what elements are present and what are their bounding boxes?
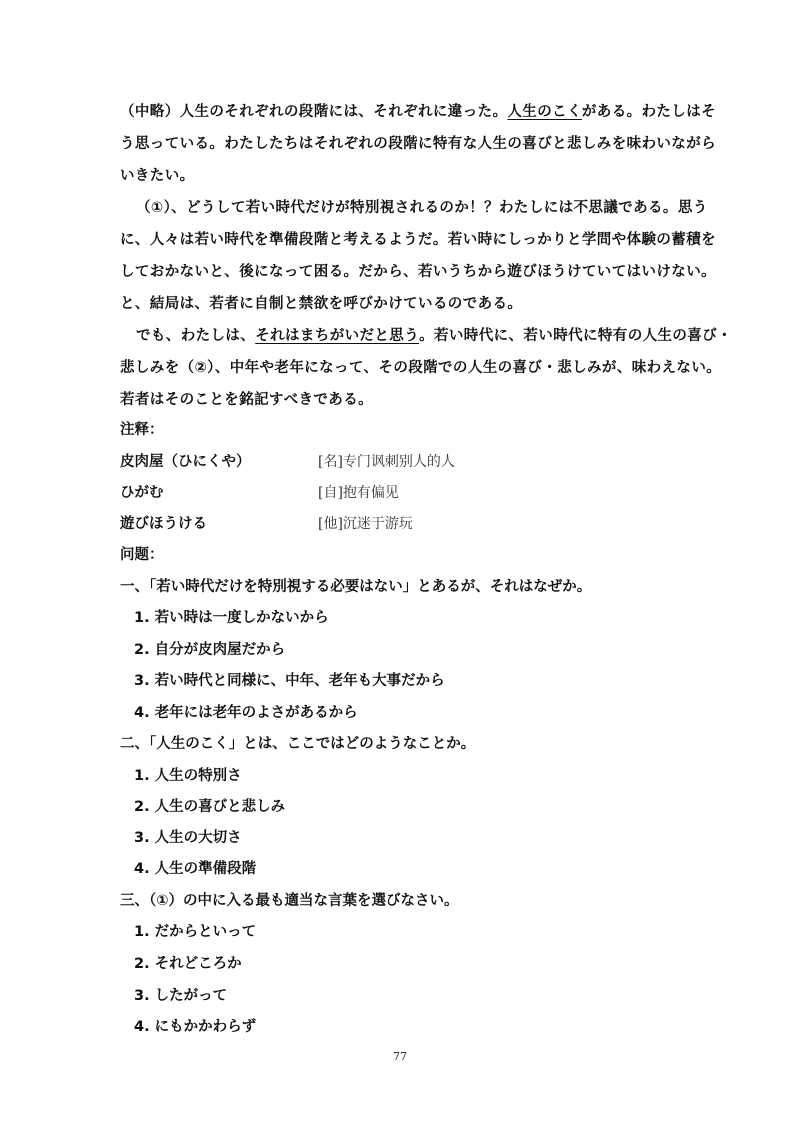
question-prompt: 三、（①）の中に入る最も適当な言葉を選びなさい。: [120, 893, 459, 909]
note-term: 皮肉屋（ひにくや）: [120, 454, 251, 470]
answer-option: 2. 人生の喜びと悲しみ: [134, 799, 286, 815]
passage-line: に、人々は若い時代を準備段階と考えるようだ。若い時にしっかりと学問や体験の蓄積を: [120, 232, 716, 248]
note-term: ひがむ: [120, 485, 164, 501]
passage-line: う思っている。わたしたちはそれぞれの段階に特有な人生の喜びと悲しみを味わいながら: [120, 136, 716, 152]
answer-option: 1. 人生の特別さ: [134, 768, 242, 784]
passage-line: （①）、どうして若い時代だけが特別視されるのか！？わたしには不思議である。思う: [136, 200, 708, 216]
underlined-phrase: 人生のこく: [507, 104, 582, 120]
answer-option: 2. それどころか: [134, 956, 242, 972]
passage-line: 若者はそのことを銘記すべきである。: [120, 392, 374, 408]
answer-option: 1. 若い時は一度しかないから: [134, 610, 329, 626]
notes-heading: 注释：: [120, 422, 164, 438]
passage-line: [120, 102, 716, 122]
passage-line: 悲しみを（②）、中年や老年になって、その段階での人生の喜び・悲しみが、味わえない。: [120, 360, 722, 376]
passage-line: しておかないと、後になって困る。だから、若いうちから遊びほうけていてはいけない。: [120, 264, 716, 280]
question-prompt: 二、「人生のこく」とは、ここではどのようなことか。: [120, 736, 476, 752]
passage-text: 。若い時代に、若い時代に特有の人生の喜び・: [419, 328, 733, 344]
passage-line: [136, 326, 732, 346]
note-definition: [自]抱有偏见: [318, 485, 399, 501]
answer-option: 4. にもかかわらず: [134, 1019, 257, 1035]
passage-line: と、結局は、若者に自制と禁欲を呼びかけているのである。: [120, 296, 523, 312]
page-number: 77: [393, 1050, 407, 1063]
answer-option: 4. 人生の準備段階: [134, 861, 257, 877]
answer-option: 2. 自分が皮肉屋だから: [134, 642, 286, 658]
answer-option: 3. 若い時代と同様に、中年、老年も大事だから: [134, 673, 445, 689]
passage-text: でも、わたしは、: [136, 328, 256, 344]
passage-line: いきたい。: [120, 168, 195, 184]
question-prompt: 一、「若い時代だけを特別視する必要はない」とあるが、それはなぜか。: [120, 579, 592, 595]
answer-option: 3. 人生の大切さ: [134, 830, 242, 846]
answer-option: 1. だからといって: [134, 924, 257, 940]
answer-option: 3. したがって: [134, 988, 228, 1004]
underlined-phrase: それはまちがいだと思う: [255, 328, 420, 344]
passage-text: （中略）人生のそれぞれの段階には、それぞれに違った。: [120, 104, 508, 120]
answer-option: 4. 老年には老年のよさがあるから: [134, 705, 358, 721]
note-term: 遊びほうける: [120, 516, 207, 532]
note-definition: [名]专门讽刺别人的人: [318, 454, 455, 470]
note-definition: [他]沉迷于游玩: [318, 516, 413, 532]
passage-text: がある。わたしはそ: [581, 104, 717, 120]
questions-heading: 问题：: [120, 547, 164, 563]
